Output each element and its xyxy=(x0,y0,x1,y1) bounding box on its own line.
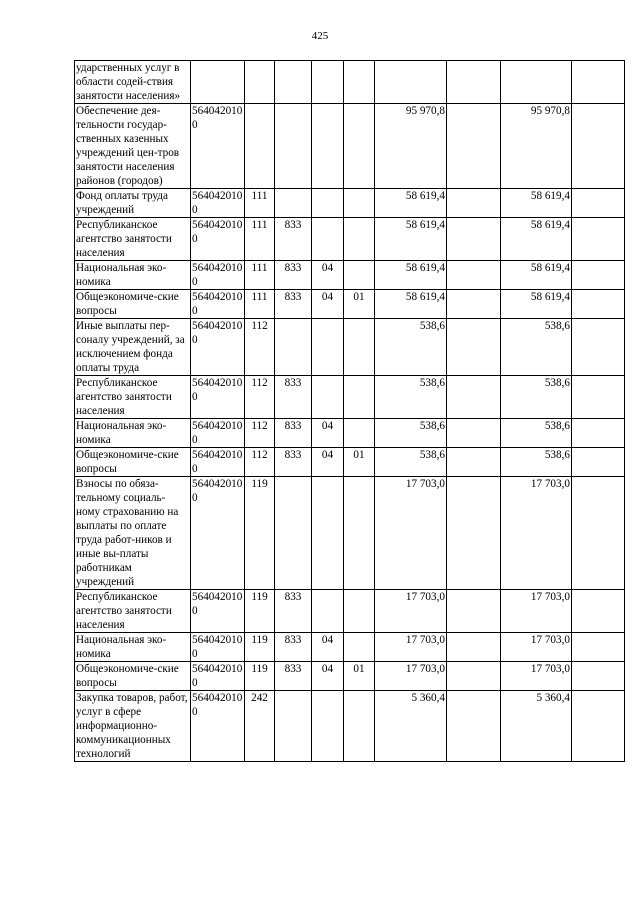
row-name: Национальная эко-номика xyxy=(75,633,191,662)
row-subsection xyxy=(344,633,375,662)
row-amount-extra-2 xyxy=(572,419,625,448)
row-code: 5640420100 xyxy=(191,104,245,189)
row-subsection xyxy=(344,419,375,448)
row-name: Общеэкономиче-ские вопросы xyxy=(75,290,191,319)
row-amount-extra xyxy=(447,448,501,477)
row-code: 5640420100 xyxy=(191,218,245,261)
row-subsection xyxy=(344,104,375,189)
row-code: 5640420100 xyxy=(191,290,245,319)
row-ministry-code xyxy=(275,104,312,189)
row-amount-extra-2 xyxy=(572,633,625,662)
row-amount: 58 619,4 xyxy=(375,290,447,319)
row-amount: 538,6 xyxy=(375,376,447,419)
table-row xyxy=(75,590,625,633)
row-amount-total: 538,6 xyxy=(501,419,572,448)
row-expense-type xyxy=(245,104,275,189)
row-amount: 17 703,0 xyxy=(375,633,447,662)
row-amount-total: 58 619,4 xyxy=(501,290,572,319)
row-name: ударственных услуг в области содей-ствия занятости населения» xyxy=(75,61,191,104)
row-amount-extra-2 xyxy=(572,189,625,218)
table-row xyxy=(75,319,625,376)
row-ministry-code: 833 xyxy=(275,376,312,419)
row-code: 5640420100 xyxy=(191,477,245,590)
row-code: 5640420100 xyxy=(191,319,245,376)
row-ministry-code: 833 xyxy=(275,448,312,477)
row-amount-total: 538,6 xyxy=(501,448,572,477)
row-amount-extra-2 xyxy=(572,662,625,691)
row-amount: 17 703,0 xyxy=(375,662,447,691)
row-amount: 17 703,0 xyxy=(375,590,447,633)
row-amount: 17 703,0 xyxy=(375,477,447,590)
row-ministry-code xyxy=(275,61,312,104)
row-code: 5640420100 xyxy=(191,691,245,762)
table-row xyxy=(75,448,625,477)
row-expense-type: 112 xyxy=(245,319,275,376)
row-ministry-code xyxy=(275,189,312,218)
row-section: 04 xyxy=(312,290,344,319)
row-code: 5640420100 xyxy=(191,419,245,448)
row-amount: 58 619,4 xyxy=(375,261,447,290)
row-amount: 538,6 xyxy=(375,319,447,376)
row-amount-extra xyxy=(447,104,501,189)
row-code: 5640420100 xyxy=(191,261,245,290)
row-ministry-code: 833 xyxy=(275,218,312,261)
row-expense-type: 119 xyxy=(245,477,275,590)
row-expense-type: 111 xyxy=(245,261,275,290)
row-amount: 58 619,4 xyxy=(375,189,447,218)
row-name: Фонд оплаты труда учреждений xyxy=(75,189,191,218)
row-section: 04 xyxy=(312,261,344,290)
row-amount-total: 17 703,0 xyxy=(501,590,572,633)
row-subsection xyxy=(344,261,375,290)
row-code: 5640420100 xyxy=(191,376,245,419)
row-subsection xyxy=(344,477,375,590)
row-subsection xyxy=(344,218,375,261)
row-expense-type: 112 xyxy=(245,376,275,419)
row-subsection: 01 xyxy=(344,448,375,477)
row-amount-extra-2 xyxy=(572,104,625,189)
row-expense-type: 119 xyxy=(245,662,275,691)
row-amount: 95 970,8 xyxy=(375,104,447,189)
row-amount-extra xyxy=(447,290,501,319)
row-amount-extra-2 xyxy=(572,218,625,261)
row-amount-total: 17 703,0 xyxy=(501,662,572,691)
table-row xyxy=(75,691,625,762)
row-amount-extra xyxy=(447,662,501,691)
row-subsection: 01 xyxy=(344,662,375,691)
row-expense-type: 119 xyxy=(245,590,275,633)
row-amount-extra xyxy=(447,376,501,419)
row-name: Республиканское агентство занятости населения xyxy=(75,376,191,419)
row-subsection xyxy=(344,319,375,376)
table-row xyxy=(75,419,625,448)
row-amount-extra-2 xyxy=(572,448,625,477)
row-section: 04 xyxy=(312,633,344,662)
row-name: Обеспечение дея-тельности государ-ственных казенных учреждений цен-тров занятости населения районов (городов) xyxy=(75,104,191,189)
row-amount-extra xyxy=(447,633,501,662)
row-subsection xyxy=(344,189,375,218)
row-code: 5640420100 xyxy=(191,590,245,633)
row-amount-total: 58 619,4 xyxy=(501,218,572,261)
table-row xyxy=(75,376,625,419)
row-amount-extra-2 xyxy=(572,61,625,104)
row-ministry-code: 833 xyxy=(275,633,312,662)
row-amount-total: 58 619,4 xyxy=(501,189,572,218)
row-amount-extra-2 xyxy=(572,691,625,762)
row-name: Общеэкономиче-ские вопросы xyxy=(75,448,191,477)
row-amount-extra xyxy=(447,261,501,290)
row-name: Общеэкономиче-ские вопросы xyxy=(75,662,191,691)
row-section xyxy=(312,218,344,261)
row-name: Национальная эко-номика xyxy=(75,419,191,448)
row-name: Национальная эко-номика xyxy=(75,261,191,290)
row-name: Взносы по обяза-тельному социаль-ному страхованию на выплаты по оплате труда работ-ников и иные вы-платы работникам учреждений xyxy=(75,477,191,590)
row-amount-total: 538,6 xyxy=(501,376,572,419)
table-row xyxy=(75,633,625,662)
row-amount-total: 538,6 xyxy=(501,319,572,376)
row-amount: 538,6 xyxy=(375,448,447,477)
table-row xyxy=(75,662,625,691)
row-section xyxy=(312,104,344,189)
row-ministry-code xyxy=(275,691,312,762)
table-row xyxy=(75,61,625,104)
row-expense-type: 111 xyxy=(245,218,275,261)
row-amount: 538,6 xyxy=(375,419,447,448)
row-ministry-code: 833 xyxy=(275,662,312,691)
row-ministry-code: 833 xyxy=(275,290,312,319)
row-amount-extra xyxy=(447,61,501,104)
row-amount: 58 619,4 xyxy=(375,218,447,261)
row-amount-extra-2 xyxy=(572,290,625,319)
table-row xyxy=(75,218,625,261)
row-ministry-code: 833 xyxy=(275,419,312,448)
row-name: Иные выплаты пер-соналу учреждений, за исключением фонда оплаты труда xyxy=(75,319,191,376)
row-ministry-code xyxy=(275,477,312,590)
row-amount-total: 17 703,0 xyxy=(501,633,572,662)
row-amount-extra xyxy=(447,189,501,218)
row-section xyxy=(312,376,344,419)
row-amount-extra xyxy=(447,691,501,762)
row-ministry-code xyxy=(275,319,312,376)
budget-table xyxy=(74,60,625,762)
row-section xyxy=(312,590,344,633)
row-name: Закупка товаров, работ, услуг в сфере информационно-коммуникационных технологий xyxy=(75,691,191,762)
table-row xyxy=(75,104,625,189)
row-amount-total: 5 360,4 xyxy=(501,691,572,762)
row-name: Республиканское агентство занятости населения xyxy=(75,590,191,633)
row-amount-extra xyxy=(447,477,501,590)
row-amount-total: 17 703,0 xyxy=(501,477,572,590)
row-amount-extra xyxy=(447,218,501,261)
row-subsection xyxy=(344,691,375,762)
row-ministry-code: 833 xyxy=(275,261,312,290)
row-amount-total xyxy=(501,61,572,104)
row-amount-extra-2 xyxy=(572,590,625,633)
table-row xyxy=(75,477,625,590)
row-amount-extra-2 xyxy=(572,319,625,376)
row-section xyxy=(312,691,344,762)
row-amount-extra-2 xyxy=(572,376,625,419)
row-amount xyxy=(375,61,447,104)
row-expense-type: 112 xyxy=(245,448,275,477)
row-ministry-code: 833 xyxy=(275,590,312,633)
row-code xyxy=(191,61,245,104)
table-row xyxy=(75,290,625,319)
row-expense-type: 111 xyxy=(245,189,275,218)
row-code: 5640420100 xyxy=(191,633,245,662)
row-subsection: 01 xyxy=(344,290,375,319)
row-expense-type: 242 xyxy=(245,691,275,762)
row-code: 5640420100 xyxy=(191,448,245,477)
row-amount-extra xyxy=(447,319,501,376)
row-section xyxy=(312,319,344,376)
row-amount-extra xyxy=(447,419,501,448)
row-section xyxy=(312,61,344,104)
row-amount-total: 95 970,8 xyxy=(501,104,572,189)
row-section xyxy=(312,189,344,218)
row-name: Республиканское агентство занятости населения xyxy=(75,218,191,261)
table-row xyxy=(75,261,625,290)
row-section: 04 xyxy=(312,662,344,691)
page-number: 425 xyxy=(311,30,329,42)
row-expense-type xyxy=(245,61,275,104)
table-row xyxy=(75,189,625,218)
row-amount-extra xyxy=(447,590,501,633)
row-expense-type: 119 xyxy=(245,633,275,662)
row-section: 04 xyxy=(312,448,344,477)
row-expense-type: 112 xyxy=(245,419,275,448)
row-amount-extra-2 xyxy=(572,477,625,590)
row-expense-type: 111 xyxy=(245,290,275,319)
row-amount-extra-2 xyxy=(572,261,625,290)
row-section: 04 xyxy=(312,419,344,448)
budget-table-body xyxy=(75,61,625,762)
row-code: 5640420100 xyxy=(191,189,245,218)
row-code: 5640420100 xyxy=(191,662,245,691)
row-section xyxy=(312,477,344,590)
row-amount: 5 360,4 xyxy=(375,691,447,762)
row-subsection xyxy=(344,376,375,419)
row-subsection xyxy=(344,61,375,104)
row-amount-total: 58 619,4 xyxy=(501,261,572,290)
row-subsection xyxy=(344,590,375,633)
